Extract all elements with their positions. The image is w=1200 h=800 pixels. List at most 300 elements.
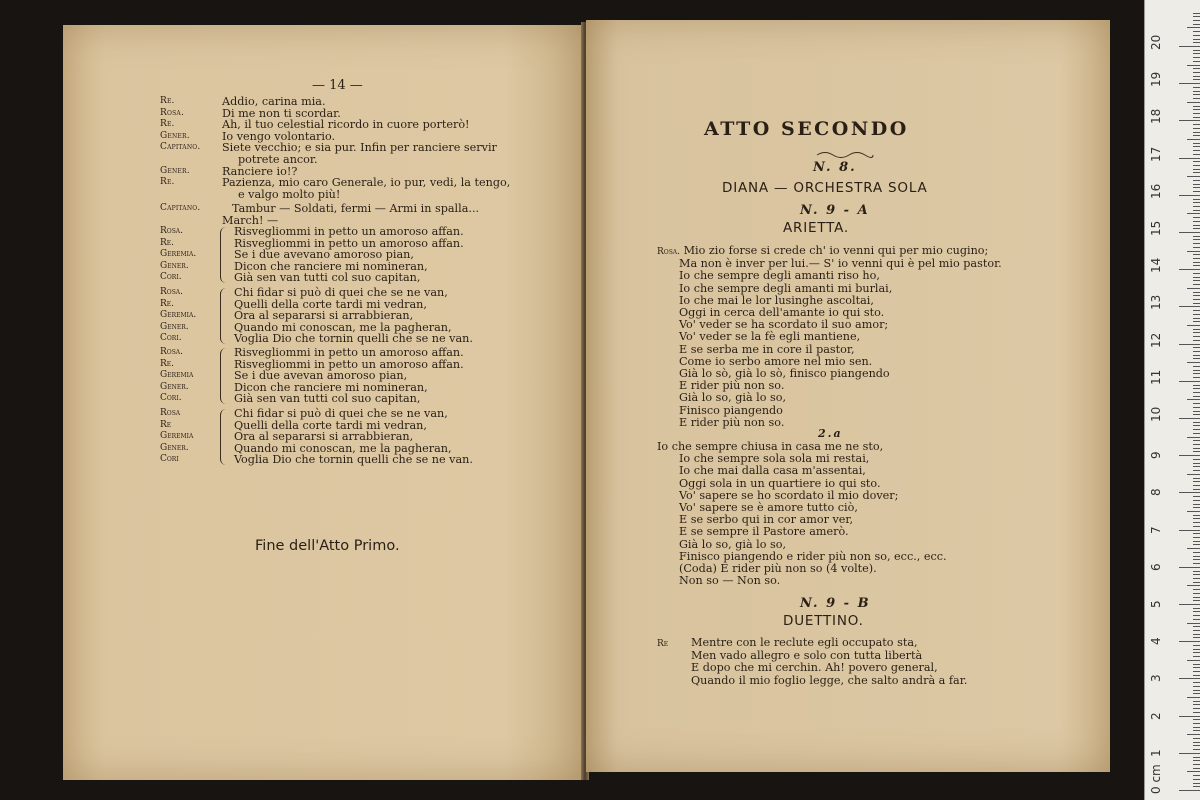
ruler-label: 8 [1149, 488, 1163, 497]
ruler-tick [1193, 347, 1200, 348]
ruler-tick [1193, 723, 1200, 724]
brace [220, 288, 229, 344]
ruler-tick [1193, 303, 1200, 304]
ruler-label: 4 [1149, 637, 1163, 646]
ruler-tick [1193, 310, 1200, 311]
ruler-label: 20 [1149, 34, 1163, 50]
ruler-tick [1193, 132, 1200, 133]
speaker-label: Re. [160, 119, 175, 130]
ruler-tick [1193, 675, 1200, 676]
line-text: Già sen van tutti col suo capitan, [234, 392, 421, 406]
ruler-tick [1179, 83, 1200, 84]
ruler-tick [1193, 518, 1200, 519]
line-text: Voglia Dio che tornin quelli che se ne van. [234, 332, 473, 346]
ruler-tick [1187, 548, 1200, 549]
section-heading: DUETTINO. [783, 613, 864, 629]
number-heading: N. 9 - A [800, 203, 870, 218]
ruler-tick [1193, 329, 1200, 330]
ruler-tick [1193, 559, 1200, 560]
ruler-tick [1193, 318, 1200, 319]
ruler-tick [1179, 604, 1200, 605]
ruler-tick [1179, 530, 1200, 531]
ruler-tick [1193, 172, 1200, 173]
ornament-swirl-icon [815, 150, 875, 160]
ruler-tick [1187, 771, 1200, 772]
ruler-tick [1179, 790, 1200, 791]
ruler-tick [1179, 306, 1200, 307]
line-text: Tambur — Soldati, fermi — Armi in spalla... [232, 202, 480, 216]
second-verse [657, 441, 947, 587]
verse-line: E se serba me in core il pastor, [679, 342, 855, 356]
ruler-tick [1193, 541, 1200, 542]
verse-line: Io che sempre degli amanti mi burlai, [679, 281, 893, 295]
ensemble-group [160, 347, 464, 405]
line-text: Se i due avevan amoroso pian, [234, 369, 408, 383]
ruler-tick [1193, 712, 1200, 713]
ruler-tick [1193, 239, 1200, 240]
line-text: Chi fidar si può di quei che se ne van, [234, 407, 448, 420]
ruler-tick [1193, 664, 1200, 665]
ruler-tick [1193, 611, 1200, 612]
ruler-tick [1193, 68, 1200, 69]
ensemble-line [160, 454, 473, 466]
ruler-tick [1193, 582, 1200, 583]
verse-line: Come io serbo amore nel mio sen. [679, 354, 873, 368]
ruler-tick [1193, 749, 1200, 750]
ruler-tick [1193, 626, 1200, 627]
line-text: Risvegliommi in petto un amoroso affan. [234, 346, 464, 359]
ruler-tick [1193, 686, 1200, 687]
line-text: Quelli della corte tardi mi vedran, [234, 297, 427, 311]
verse-line: Già lo so, già lo so, [679, 537, 787, 551]
ruler-tick [1193, 407, 1200, 408]
speaker-label: Geremia [160, 431, 194, 442]
ruler-tick [1179, 269, 1200, 270]
ruler-tick [1193, 656, 1200, 657]
speaker-label: Re. [160, 298, 175, 309]
ruler-tick [1193, 61, 1200, 62]
speaker-label: Geremia. [160, 310, 197, 321]
ruler-tick [1193, 221, 1200, 222]
ruler-tick [1193, 444, 1200, 445]
ruler-tick [1193, 730, 1200, 731]
ruler-tick [1193, 470, 1200, 471]
line-text: Pazienza, mio caro Generale, io pur, vedi, la tengo, [222, 176, 511, 190]
line-text: Addio, carina mia. [222, 95, 326, 108]
ruler-tick [1193, 236, 1200, 237]
ruler-tick [1193, 124, 1200, 125]
ruler-tick [1193, 515, 1200, 516]
speaker-label: Rosa. [160, 226, 183, 236]
ruler-tick [1193, 485, 1200, 486]
dialogue-line [160, 142, 520, 154]
ruler-tick [1193, 619, 1200, 620]
ruler-tick [1193, 35, 1200, 36]
ruler-label: 16 [1149, 183, 1163, 199]
speaker-label: Cori. [160, 272, 182, 283]
ruler-tick [1193, 355, 1200, 356]
verse-line: Finisco piangendo e rider più non so, ecc., ecc. [679, 549, 947, 563]
ruler-tick [1193, 537, 1200, 538]
ruler-tick [1193, 87, 1200, 88]
ruler-tick [1179, 158, 1200, 159]
ensemble-group [160, 408, 473, 466]
speaker-label: Cori. [160, 393, 182, 404]
ruler-label: 3 [1149, 674, 1163, 683]
ruler-tick [1193, 169, 1200, 170]
ruler-tick [1187, 734, 1200, 735]
ruler-tick [1193, 783, 1200, 784]
ruler-tick [1193, 98, 1200, 99]
ruler-tick [1193, 478, 1200, 479]
verse-line: E rider più non so. [679, 415, 785, 429]
ruler-tick [1193, 336, 1200, 337]
verse-line: E rider più non so. [679, 379, 785, 393]
speaker-label: Cori. [160, 333, 182, 344]
ruler-tick [1193, 128, 1200, 129]
line-text: e valgo molto più! [238, 187, 341, 201]
verse-line: E dopo che mi cerchin. Ah! povero general, [691, 661, 938, 675]
line-text: Di me non ti scordar. [222, 106, 341, 120]
ruler-tick [1179, 195, 1200, 196]
ruler-tick [1193, 258, 1200, 259]
verse-line: Io che sempre degli amanti riso ho, [679, 269, 880, 283]
dialogue-line [160, 96, 520, 108]
ruler-tick [1193, 422, 1200, 423]
line-text: Risvegliommi in petto un amoroso affan. [234, 225, 464, 238]
ruler-label: 19 [1149, 71, 1163, 88]
verse-line: Già lo sò, già lo sò, finisco piangendo [679, 367, 890, 381]
ruler-label: 17 [1149, 146, 1163, 162]
ruler-tick [1193, 522, 1200, 523]
ensemble-line [160, 287, 473, 299]
speaker-label [160, 154, 222, 166]
ruler-tick [1193, 757, 1200, 758]
speaker-label [160, 189, 222, 201]
ruler-tick [1193, 280, 1200, 281]
ruler-tick [1193, 191, 1200, 192]
ruler-tick [1193, 649, 1200, 650]
ruler-tick [1193, 637, 1200, 638]
ensemble-group [160, 287, 473, 345]
speaker-label: Re. [160, 177, 175, 188]
ensemble-line [160, 272, 464, 284]
line-text: Se i due avevano amoroso pian, [234, 248, 414, 262]
ruler-tick [1193, 652, 1200, 653]
speaker-label: Geremia [160, 370, 194, 381]
ruler-tick [1179, 232, 1200, 233]
dialogue-line [160, 203, 520, 215]
ruler-tick [1193, 775, 1200, 776]
ruler-tick [1193, 738, 1200, 739]
ruler-tick [1193, 526, 1200, 527]
line-text: Voglia Dio che tornin quelli che se ne van. [234, 453, 473, 467]
ruler-tick [1179, 641, 1200, 642]
brace [220, 227, 229, 283]
verse-line: Oggi sola in un quartiere io qui sto. [679, 476, 881, 490]
line-text: Ranciere io!? [222, 164, 298, 178]
line-text: Dicon che ranciere mi nomineran, [234, 380, 428, 394]
ruler-tick [1193, 556, 1200, 557]
measuring-ruler [1144, 0, 1200, 800]
ensemble-line [160, 333, 473, 345]
ruler-tick [1193, 321, 1200, 322]
ruler-tick [1193, 463, 1200, 464]
ruler-tick [1193, 370, 1200, 371]
ruler-tick [1193, 265, 1200, 266]
ruler-tick [1179, 381, 1200, 382]
dialogue-line [160, 119, 520, 131]
ruler-tick [1193, 243, 1200, 244]
ruler-tick [1193, 217, 1200, 218]
speaker-label: Rosa. [160, 107, 184, 118]
ruler-tick [1187, 139, 1200, 140]
ruler-tick [1193, 39, 1200, 40]
speaker-label: Rosa. [160, 287, 183, 297]
verse-line: (Coda) E rider più non so (4 volte). [679, 562, 877, 576]
ruler-tick [1187, 213, 1200, 214]
ruler-tick [1193, 273, 1200, 274]
verse-line: Vo' veder se ha scordato il suo amor; [679, 318, 889, 332]
speaker-label: Gener. [160, 442, 189, 453]
speaker-label: Re [160, 419, 172, 430]
ruler-tick [1193, 53, 1200, 54]
ruler-tick [1179, 678, 1200, 679]
dialogue-block [160, 96, 520, 227]
ruler-tick [1179, 567, 1200, 568]
act-closing: Fine dell'Atto Primo. [255, 538, 400, 554]
line-text: Siete vecchio; e sia pur. Infin per ranciere servir [222, 141, 497, 155]
page-number: — 14 — [312, 78, 363, 93]
speaker-label [160, 215, 222, 227]
ruler-tick [1187, 437, 1200, 438]
ruler-tick [1193, 704, 1200, 705]
ruler-tick [1193, 742, 1200, 743]
speaker-label: Re. [160, 358, 175, 369]
ruler-tick [1193, 708, 1200, 709]
ruler-tick [1193, 634, 1200, 635]
ruler-label: 7 [1149, 525, 1163, 534]
ruler-tick [1193, 199, 1200, 200]
ruler-tick [1179, 46, 1200, 47]
ruler-tick [1193, 165, 1200, 166]
ruler-tick [1193, 79, 1200, 80]
speaker-label: Rosa. [160, 347, 183, 357]
ruler-tick [1193, 507, 1200, 508]
verse-number: 2.a [818, 427, 843, 440]
ruler-tick [1193, 571, 1200, 572]
line-text: Risvegliommi in petto un amoroso affan. [234, 357, 464, 371]
ruler-tick [1193, 645, 1200, 646]
ruler-tick [1187, 251, 1200, 252]
ruler-tick [1187, 65, 1200, 66]
speaker-label: Gener. [160, 130, 190, 141]
brace [220, 348, 229, 404]
brace [220, 409, 229, 465]
ruler-tick [1193, 373, 1200, 374]
speaker-label: Re. [160, 237, 175, 248]
ruler-tick [1193, 440, 1200, 441]
ruler-tick [1193, 247, 1200, 248]
ruler-tick [1193, 366, 1200, 367]
verse-line: Io che sempre sola sola mi restai, [679, 452, 870, 466]
ruler-tick [1193, 533, 1200, 534]
ruler-tick [1193, 682, 1200, 683]
verse-line: Vo' veder se la fè egli mantiene, [679, 330, 861, 344]
ruler-tick [1193, 385, 1200, 386]
line-text: Io vengo volontario. [222, 129, 336, 143]
ruler-tick [1193, 187, 1200, 188]
ruler-tick [1193, 544, 1200, 545]
ruler-label: 5 [1149, 600, 1163, 608]
ruler-tick [1193, 254, 1200, 255]
ruler-tick [1193, 16, 1200, 17]
act-title: ATTO SECONDO [704, 118, 909, 140]
ruler-tick [1193, 377, 1200, 378]
ruler-tick [1193, 593, 1200, 594]
ruler-tick [1193, 91, 1200, 92]
line-text: Risvegliommi in petto un amoroso affan. [234, 236, 464, 250]
section-heading: ARIETTA. [783, 220, 850, 236]
ruler-tick [1193, 180, 1200, 181]
ruler-tick [1187, 176, 1200, 177]
verse-line: Già lo so, già lo so, [679, 391, 787, 405]
ruler-tick [1193, 106, 1200, 107]
ruler-tick [1193, 94, 1200, 95]
speaker-label: Gener. [160, 321, 189, 332]
speaker-label: Rosa. [657, 247, 680, 257]
ruler-label: 11 [1149, 369, 1163, 385]
ruler-tick [1193, 295, 1200, 296]
ruler-tick [1179, 455, 1200, 456]
ruler-tick [1193, 764, 1200, 765]
ruler-tick [1193, 597, 1200, 598]
ruler-tick [1193, 284, 1200, 285]
dialogue-line [160, 189, 520, 201]
ruler-tick [1193, 113, 1200, 114]
ruler-tick [1193, 314, 1200, 315]
ruler-tick [1187, 660, 1200, 661]
ruler-tick [1193, 574, 1200, 575]
verse-line: Vo' sapere se è amore tutto ciò, [679, 501, 858, 515]
line-text: Quando mi conoscan, me la pagheran, [234, 320, 452, 334]
line-text: Già sen van tutti col suo capitan, [234, 271, 421, 285]
ruler-tick [1187, 27, 1200, 28]
ruler-tick [1193, 42, 1200, 43]
ruler-tick [1187, 288, 1200, 289]
ruler-tick [1193, 225, 1200, 226]
ruler-tick [1193, 228, 1200, 229]
arietta-verse [657, 245, 1002, 429]
ruler-tick [1187, 399, 1200, 400]
ruler-tick [1193, 150, 1200, 151]
line-text: Quelli della corte tardi mi vedran, [234, 418, 427, 432]
verse-line: Quando il mio foglio legge, che salto andrà a far. [691, 673, 968, 687]
ruler-tick [1179, 120, 1200, 121]
speaker-label: Gener. [160, 260, 189, 271]
verse-line: Io che sempre chiusa in casa me ne sto, [657, 440, 884, 453]
ruler-tick [1193, 496, 1200, 497]
ruler-tick [1193, 481, 1200, 482]
ruler-tick [1179, 716, 1200, 717]
ruler-tick [1193, 504, 1200, 505]
ruler-label: 1 [1149, 749, 1163, 757]
ruler-tick [1193, 396, 1200, 397]
line-text: Ora al separarsi si arrabbieran, [234, 430, 414, 444]
ensemble-line [160, 408, 473, 420]
ruler-tick [1193, 600, 1200, 601]
line-text: Ah, il tuo celestial ricordo in cuore porterò! [222, 118, 470, 132]
speaker-label: Capitano. [160, 203, 201, 214]
ruler-tick [1193, 24, 1200, 25]
ruler-tick [1193, 608, 1200, 609]
line-text: Quando mi conoscan, me la pagheran, [234, 441, 452, 455]
ruler-tick [1187, 474, 1200, 475]
ruler-tick [1193, 489, 1200, 490]
ruler-tick [1193, 202, 1200, 203]
ruler-tick [1193, 760, 1200, 761]
speaker-label: Rosa [160, 408, 181, 418]
ruler-tick [1193, 693, 1200, 694]
speaker-label: Gener. [160, 165, 190, 176]
ruler-tick [1187, 697, 1200, 698]
ruler-tick [1193, 779, 1200, 780]
ruler-tick [1193, 786, 1200, 787]
ruler-tick [1193, 451, 1200, 452]
ruler-tick [1193, 403, 1200, 404]
ruler-tick [1193, 206, 1200, 207]
verse-line: Finisco piangendo [679, 403, 783, 417]
ruler-tick [1193, 448, 1200, 449]
ruler-tick [1193, 563, 1200, 564]
ruler-tick [1193, 589, 1200, 590]
verse-line: Men vado allegro e solo con tutta libertà [691, 649, 923, 663]
ruler-tick [1193, 210, 1200, 211]
ruler-tick [1187, 102, 1200, 103]
ruler-tick [1193, 299, 1200, 300]
ruler-tick [1187, 362, 1200, 363]
ruler-label: 18 [1149, 109, 1163, 125]
ruler-tick [1193, 351, 1200, 352]
verse-line: E se serbo qui in cor amor ver, [679, 513, 854, 527]
ruler-tick [1193, 768, 1200, 769]
dialogue-line [160, 154, 520, 166]
ruler-tick [1187, 585, 1200, 586]
ruler-tick [1193, 578, 1200, 579]
duettino-verse [657, 637, 967, 687]
speaker-label: Geremia. [160, 249, 197, 260]
verse-line: Oggi in cerca dell'amante io qui sto. [679, 306, 885, 320]
ruler-tick [1187, 511, 1200, 512]
ruler-tick [1193, 292, 1200, 293]
ruler-label: 9 [1149, 451, 1163, 460]
verse-line: Io che mai dalla casa m'assentai, [679, 464, 866, 478]
ruler-label: 14 [1149, 257, 1163, 274]
ruler-tick [1193, 433, 1200, 434]
ruler-tick [1193, 500, 1200, 501]
ruler-tick [1193, 332, 1200, 333]
ruler-tick [1193, 388, 1200, 389]
ruler-tick [1193, 340, 1200, 341]
ruler-tick [1179, 492, 1200, 493]
ruler-tick [1193, 154, 1200, 155]
ruler-tick [1193, 671, 1200, 672]
ruler-label: 13 [1149, 295, 1163, 311]
line-text: March! — [222, 213, 279, 227]
ruler-label: 6 [1149, 563, 1163, 571]
verse-line: Vo' sapere se ho scordato il mio dover; [679, 488, 899, 502]
ruler-tick [1193, 76, 1200, 77]
